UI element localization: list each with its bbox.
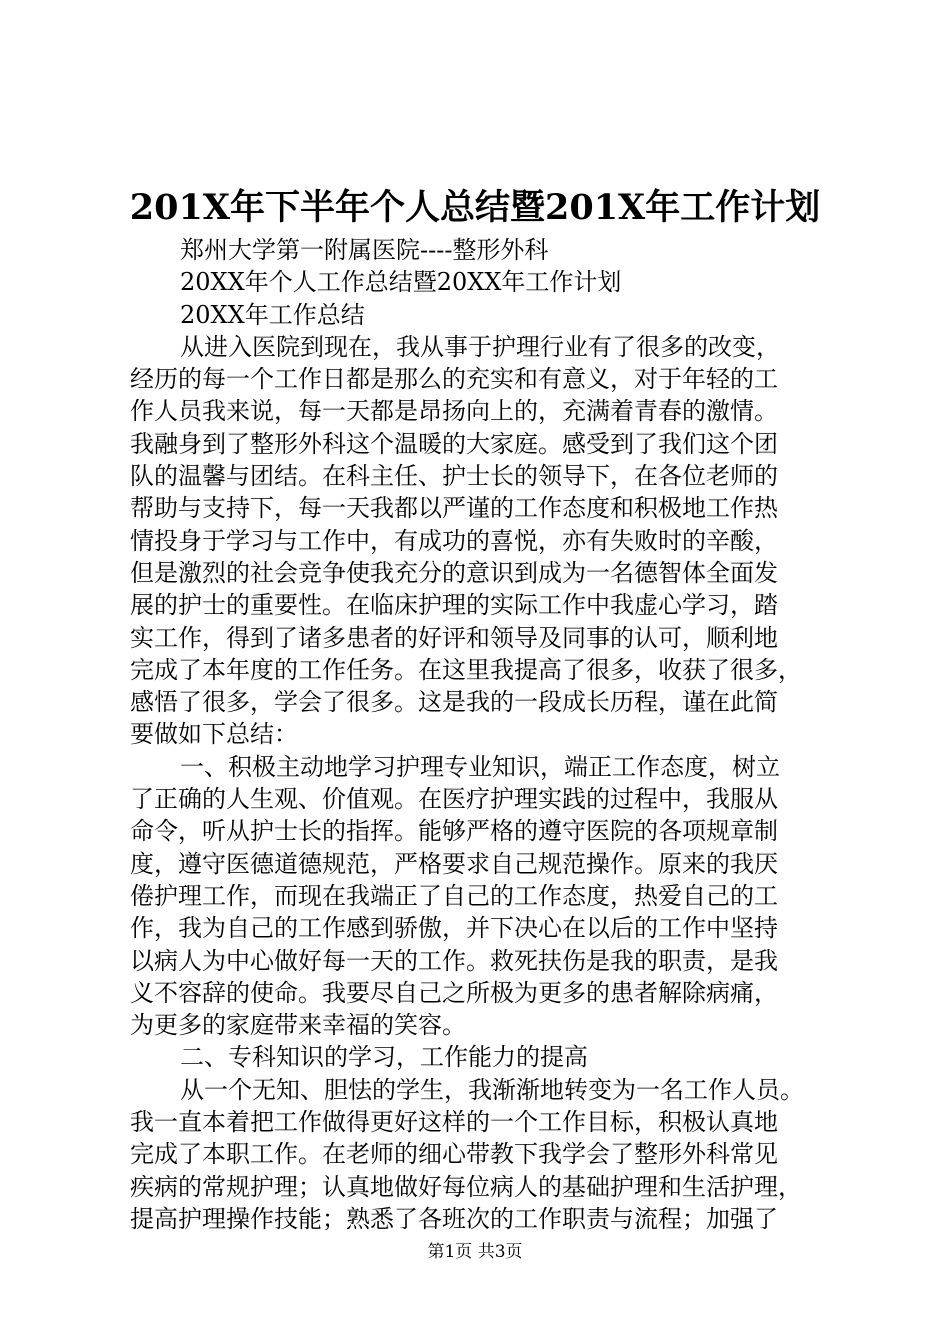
- paragraph-line: 倦护理工作，而现在我端正了自己的工作态度，热爱自己的工: [130, 881, 778, 910]
- paragraph-line: 经历的每一个工作日都是那么的充实和有意义，对于年轻的工: [130, 365, 778, 394]
- paragraph-line: 义不容辞的使命。我要尽自己之所极为更多的患者解除病痛，: [130, 978, 778, 1007]
- paragraph-line: 疾病的常规护理；认真地做好每位病人的基础护理和生活护理，: [130, 1172, 802, 1201]
- paragraph-line: 队的温馨与团结。在科主任、护士长的领导下，在各位老师的: [130, 462, 778, 491]
- paragraph-line: 完成了本职工作。在老师的细心带教下我学会了整形外科常见: [130, 1140, 778, 1169]
- line-section-heading: 20XX年工作总结: [180, 300, 365, 329]
- line-subtitle: 20XX年个人工作总结暨20XX年工作计划: [180, 268, 622, 297]
- paragraph-line: 展的护士的重要性。在临床护理的实际工作中我虚心学习，踏: [130, 591, 778, 620]
- line-hospital: 郑州大学第一附属医院----整形外科: [180, 236, 549, 264]
- paragraph-line: 命令，听从护士长的指挥。能够严格的遵守医院的各项规章制: [130, 817, 778, 846]
- paragraph-line: 帮助与支持下，每一天我都以严谨的工作态度和积极地工作热: [130, 494, 778, 523]
- paragraph-line: 度，遵守医德道德规范，严格要求自己规范操作。原来的我厌: [130, 849, 778, 878]
- paragraph-line: 为更多的家庭带来幸福的笑容。: [130, 1011, 466, 1040]
- paragraph-line: 作，我为自己的工作感到骄傲，并下决心在以后的工作中坚持: [130, 914, 778, 943]
- paragraph-line: 但是激烈的社会竞争使我充分的意识到成为一名德智体全面发: [130, 558, 778, 587]
- paragraph-line: 我融身到了整形外科这个温暖的大家庭。感受到了我们这个团: [130, 429, 778, 458]
- line-section-heading-2: 二、专科知识的学习，工作能力的提高: [180, 1043, 588, 1072]
- paragraph-line: 从进入医院到现在，我从事于护理行业有了很多的改变，: [180, 332, 780, 361]
- document-body: [130, 234, 830, 1235]
- paragraph-line: 感悟了很多，学会了很多。这是我的一段成长历程，谨在此简: [130, 688, 778, 717]
- paragraph-line: 完成了本年度的工作任务。在这里我提高了很多，收获了很多，: [130, 655, 802, 684]
- paragraph-line: 一、积极主动地学习护理专业知识，端正工作态度，树立: [180, 752, 780, 781]
- paragraph-line: 实工作，得到了诸多患者的好评和领导及同事的认可，顺利地: [130, 623, 778, 652]
- paragraph-line: 我一直本着把工作做得更好这样的一个工作目标，积极认真地: [130, 1108, 778, 1137]
- paragraph-line: 了正确的人生观、价值观。在医疗护理实践的过程中，我服从: [130, 785, 778, 814]
- paragraph-line: 情投身于学习与工作中，有成功的喜悦，亦有失败时的辛酸，: [130, 526, 778, 555]
- paragraph-line: 作人员我来说，每一天都是昂扬向上的，充满着青春的激情。: [130, 397, 778, 426]
- document-title: 201X年下半年个人总结暨201X年工作计划: [129, 187, 821, 228]
- paragraph-line: 要做如下总结：: [130, 720, 298, 749]
- paragraph-line: 从一个无知、胆怯的学生，我渐渐地转变为一名工作人员。: [180, 1075, 804, 1104]
- paragraph-line: 提高护理操作技能；熟悉了各班次的工作职责与流程；加强了: [130, 1204, 778, 1233]
- page-footer: 第1页 共3页: [427, 1242, 523, 1262]
- paragraph-line: 以病人为中心做好每一天的工作。救死扶伤是我的职责，是我: [130, 946, 778, 975]
